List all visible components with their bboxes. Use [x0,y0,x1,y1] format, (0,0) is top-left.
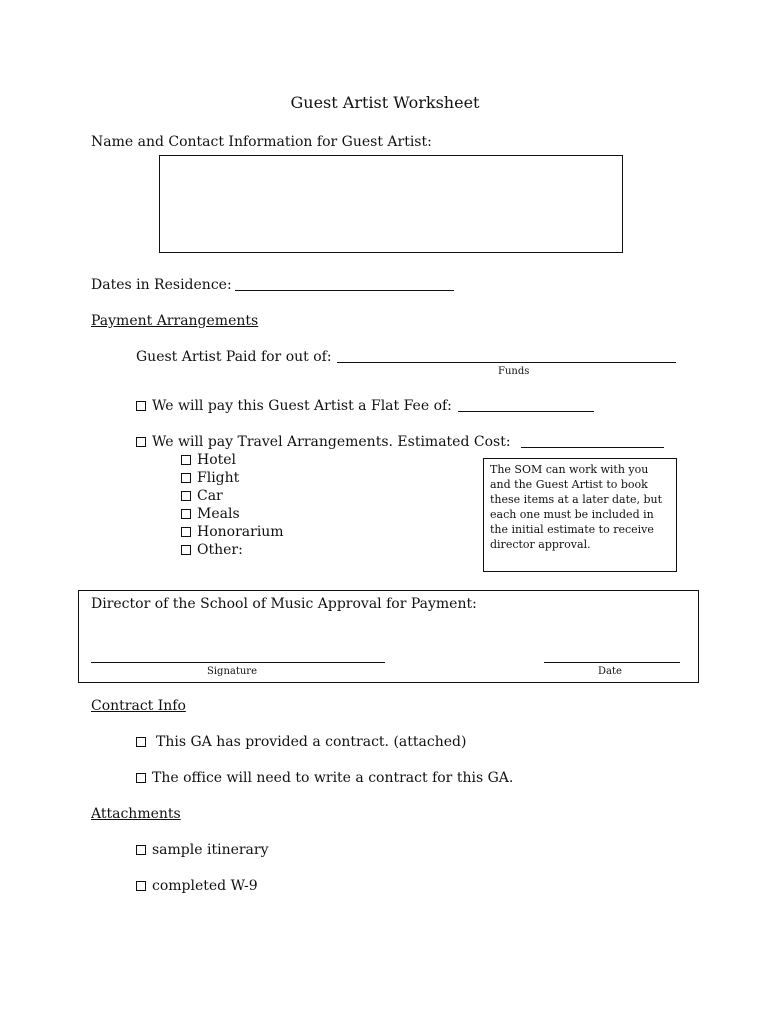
contract-option-provided [136,733,466,751]
attachments-heading: Attachments [91,806,181,822]
flat-fee-label: We will pay this Guest Artist a Flat Fee of: [152,398,452,414]
paid-from-label: Guest Artist Paid for out of: [136,349,332,365]
honorarium-checkbox[interactable] [181,527,191,537]
date-caption: Date [598,666,622,677]
approval-label: Director of the School of Music Approval for Payment: [91,596,477,612]
w9-label: completed W-9 [152,878,258,894]
date-field[interactable] [544,662,680,663]
hotel-checkbox[interactable] [181,455,191,465]
attachment-itinerary [136,841,269,859]
contract-write-checkbox[interactable] [136,773,146,783]
travel-cost-field[interactable] [521,447,664,448]
travel-checkbox[interactable] [136,437,146,447]
car-checkbox[interactable] [181,491,191,501]
travel-item-meals [181,505,240,523]
meals-label: Meals [197,506,240,522]
travel-item-hotel [181,451,236,469]
contract-option-write [136,769,513,787]
signature-field[interactable] [91,662,385,663]
approval-box [78,590,699,683]
dates-label: Dates in Residence: [91,277,232,293]
contact-label: Name and Contact Information for Guest Artist: [91,134,432,150]
other-checkbox[interactable] [181,545,191,555]
paid-from-field[interactable] [337,362,676,363]
hotel-label: Hotel [197,452,237,468]
travel-item-car [181,487,223,505]
travel-item-honorarium [181,523,284,541]
payment-heading: Payment Arrangements [91,313,259,329]
honorarium-label: Honorarium [197,524,284,540]
attachment-w9 [136,877,258,895]
travel-item-other [181,541,243,559]
contract-provided-label: This GA has provided a contract. (attached) [156,734,467,750]
funds-caption: Funds [498,366,530,377]
contact-info-box[interactable] [159,155,623,253]
car-label: Car [197,488,223,504]
page-title: Guest Artist Worksheet [290,93,480,112]
travel-item-flight [181,469,239,487]
flat-fee-field[interactable] [458,411,594,412]
contract-write-label: The office will need to write a contract for this GA. [152,770,514,786]
itinerary-checkbox[interactable] [136,845,146,855]
flat-fee-checkbox[interactable] [136,401,146,411]
meals-checkbox[interactable] [181,509,191,519]
other-label: Other: [197,542,243,558]
flat-fee-row [136,397,452,415]
travel-row [136,433,511,451]
contract-provided-checkbox[interactable] [136,737,146,747]
dates-field[interactable] [235,290,454,291]
flight-checkbox[interactable] [181,473,191,483]
booking-note: The SOM can work with you and the Guest Artist to book these items at a later date, but each one must be included in the initial estimate to receive director approval. [483,458,677,572]
signature-caption: Signature [207,666,258,677]
flight-label: Flight [197,470,240,486]
w9-checkbox[interactable] [136,881,146,891]
contract-heading: Contract Info [91,698,186,714]
itinerary-label: sample itinerary [152,842,269,858]
travel-label: We will pay Travel Arrangements. Estimated Cost: [152,434,511,450]
